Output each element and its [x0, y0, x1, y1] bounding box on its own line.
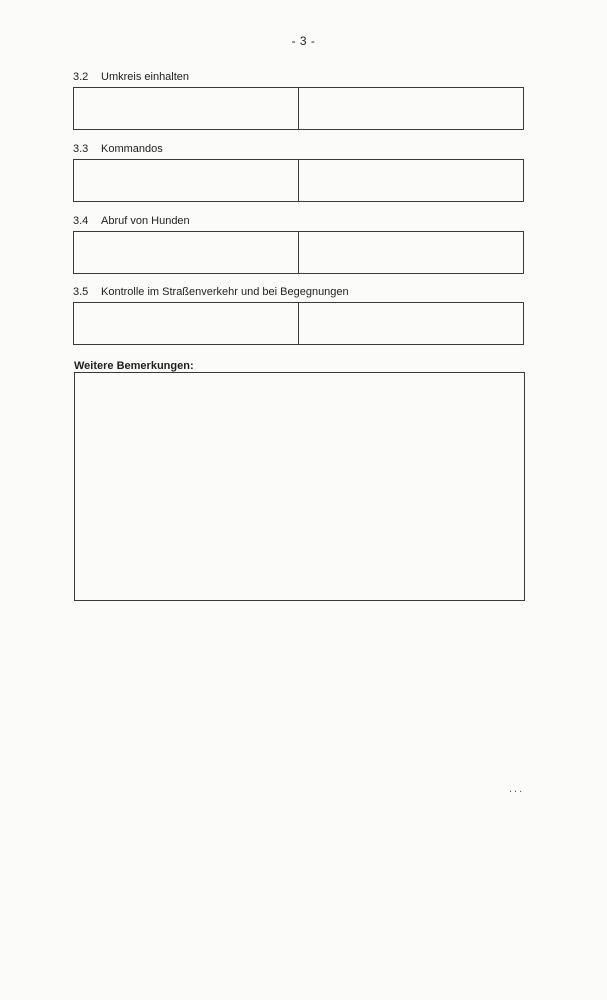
- section-3-4: [73, 214, 524, 274]
- field-cell-right[interactable]: [298, 232, 523, 273]
- field-row: [73, 87, 524, 130]
- field-row: [73, 302, 524, 345]
- section-3-3: [73, 142, 524, 202]
- field-cell-right[interactable]: [298, 88, 523, 129]
- continuation-marker: ...: [509, 783, 525, 795]
- field-cell-right[interactable]: [298, 303, 523, 344]
- section-heading: [73, 214, 524, 228]
- section-3-5: [73, 285, 524, 345]
- section-title: Umkreis einhalten: [101, 71, 190, 83]
- field-row: [73, 159, 524, 202]
- field-cell-left[interactable]: [74, 160, 298, 201]
- page-number: - 3 -: [291, 34, 316, 48]
- remarks-field[interactable]: [74, 372, 525, 601]
- section-3-2: [73, 70, 524, 130]
- section-number: 3.3: [73, 143, 89, 155]
- section-title: Kommandos: [101, 143, 163, 155]
- section-title: Abruf von Hunden: [101, 215, 190, 227]
- section-heading: [73, 142, 524, 156]
- section-number: 3.2: [73, 71, 89, 83]
- section-number: 3.4: [73, 215, 89, 227]
- section-number: 3.5: [73, 286, 89, 298]
- field-cell-right[interactable]: [298, 160, 523, 201]
- section-heading: [73, 70, 524, 84]
- section-title: Kontrolle im Straßenverkehr und bei Begegnungen: [101, 286, 349, 298]
- field-cell-left[interactable]: [74, 232, 298, 273]
- field-cell-left[interactable]: [74, 303, 298, 344]
- field-cell-left[interactable]: [74, 88, 298, 129]
- remarks-heading: Weitere Bemerkungen:: [74, 360, 194, 372]
- field-row: [73, 231, 524, 274]
- section-heading: [73, 285, 524, 299]
